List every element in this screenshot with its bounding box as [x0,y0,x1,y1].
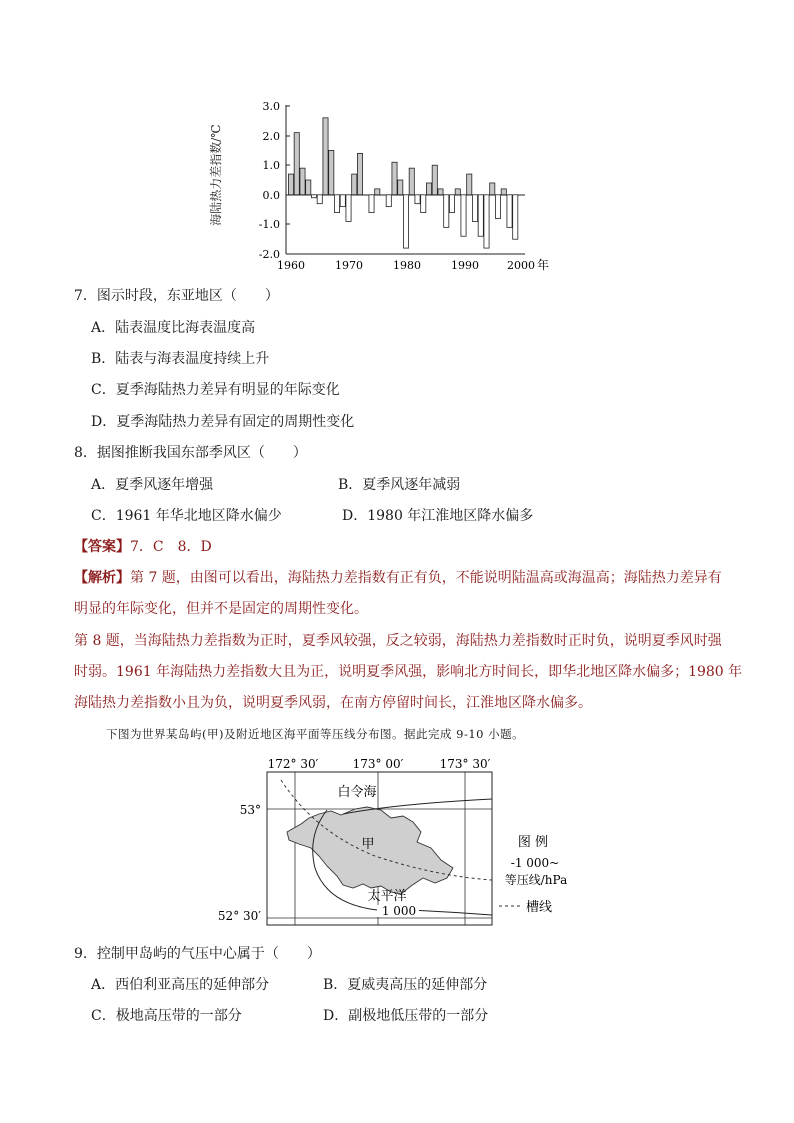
q9-option-b: B．夏威夷高压的延伸部分 [323,977,488,993]
legend-isobar-sample: -1 000~ [510,856,560,870]
bar-1987 [444,195,449,228]
map-intro: 下图为世界某岛屿(甲)及附近地区海平面等压线分布图。据此完成 9-10 小题。 [106,727,525,741]
bar-1966 [323,118,328,195]
bar-1971 [352,174,357,195]
bar-1995 [490,183,495,195]
bar-1969 [340,195,345,207]
lon-label-2: 173° 00′ [352,757,404,771]
bar-1991 [467,174,472,195]
x-tick-label: 2000 [507,259,535,272]
sea-land-thermal-chart [200,95,570,280]
bar-1962 [300,168,305,195]
y-tick-marks [286,106,290,224]
q8-option-c: C．1961 年华北地区降水偏少 [91,508,282,524]
y-tick-label: -2.0 [258,248,280,261]
analysis-line-3: 第 8 题，当海陆热力差指数为正时，夏季风较强，反之较弱，海陆热力差指数时正时负，说明夏季风时强 [74,633,722,649]
bar-1964 [311,195,316,198]
bar-1981 [409,168,414,195]
legend-title: 图 例 [517,835,549,850]
bar-1994 [484,195,489,248]
bar-1983 [421,195,426,213]
answer-block [74,537,212,557]
lon-label-1: 172° 30′ [267,757,319,771]
y-tick-label: 0.0 [262,189,280,202]
y-tick-label: 3.0 [262,100,280,113]
label-pacific: 太平洋 [367,889,407,904]
bar-1978 [392,162,397,195]
isobar-value: 1 000 [381,904,417,918]
bar-1984 [426,183,431,195]
bars [288,118,517,248]
bar-1977 [386,195,391,207]
analysis-line-2: 明显的年际变化，但并不是固定的周期性变化。 [74,601,368,617]
label-island: 甲 [361,837,375,852]
q7-option-a: A．陆表温度比海表温度高 [91,320,256,336]
q7-option-d: D．夏季海陆热力差异有固定的周期性变化 [91,414,355,430]
q8-option-d: D．1980 年江淮地区降水偏多 [342,508,534,524]
q9-option-d: D．副极地低压带的一部分 [323,1008,489,1024]
bar-1967 [329,150,334,194]
lat-label-2: 52° 30′ [217,909,261,923]
analysis-label: 【解析】 [74,570,130,586]
q9-stem: 9．控制甲岛屿的气压中心属于（ ） [74,946,321,962]
q7-stem: 7．图示时段，东亚地区（ ） [74,288,279,304]
map-svg [215,752,595,930]
bar-1970 [346,195,351,222]
x-tick-label: 1990 [451,259,479,272]
legend-isobar-label: 等压线/hPa [504,873,568,887]
lon-label-3: 173° 30′ [439,757,491,771]
legend-trough-label: 槽线 [526,900,553,915]
bar-1990 [461,195,466,236]
bar-1997 [501,189,506,195]
x-axis-unit: 年 [537,258,550,272]
bar-1975 [375,189,380,195]
isobar-map [215,752,595,930]
bar-1963 [306,180,311,195]
y-ticks [259,100,280,261]
analysis-line-4: 时弱。1961 年海陆热力差指数大且为正，说明夏季风强，影响北方时间长，即华北地区降水偏多；1980 年 [74,664,743,680]
bar-1982 [415,195,420,204]
chart-ylabel: 海陆热力差指数/℃ [209,124,223,226]
x-tick-label: 1980 [393,259,421,272]
bar-1980 [403,195,408,248]
analysis-line-1 [74,568,722,588]
bar-1989 [455,189,460,195]
q9-option-a: A．西伯利亚高压的延伸部分 [91,977,270,993]
lat-label-1: 53° [239,803,261,817]
bar-1972 [357,153,362,194]
q9-option-c: C．极地高压带的一部分 [91,1008,242,1024]
answer-text: 7．C 8．D [130,539,212,555]
bar-1961 [294,133,299,195]
bar-1992 [472,195,477,222]
bar-1986 [438,189,443,195]
label-bering-sea: 白令海 [337,785,377,800]
analysis-line-5: 海陆热力差指数小且为负，说明夏季风弱，在南方停留时间长，江淮地区降水偏多。 [74,695,592,711]
bar-1960 [288,174,293,195]
q8-option-a: A．夏季风逐年增强 [91,477,214,493]
y-tick-label: -1.0 [258,218,280,231]
q7-option-c: C．夏季海陆热力差异有明显的年际变化 [91,382,340,398]
bar-1979 [398,180,403,195]
bar-1985 [432,165,437,195]
bar-1996 [495,195,500,219]
bar-1998 [507,195,512,228]
bar-1988 [449,195,454,213]
x-tick-label: 1960 [277,259,305,272]
x-tick-label: 1970 [335,259,363,272]
answer-label: 【答案】 [74,539,130,555]
bar-1965 [317,195,322,204]
bar-1999 [513,195,518,239]
analysis-text-1: 第 7 题，由图可以看出，海陆热力差指数有正有负，不能说明陆温高或海温高；海陆热力差异有 [130,570,722,586]
y-tick-label: 2.0 [262,130,280,143]
bar-1968 [334,195,339,213]
q8-option-b: B．夏季风逐年减弱 [338,477,461,493]
chart-svg [200,95,570,280]
bar-1974 [369,195,374,213]
x-ticks [277,257,549,272]
y-tick-label: 1.0 [262,159,280,172]
q8-stem: 8．据图推断我国东部季风区（ ） [74,445,307,461]
q7-option-b: B．陆表与海表温度持续上升 [91,351,270,367]
bar-1993 [478,195,483,236]
